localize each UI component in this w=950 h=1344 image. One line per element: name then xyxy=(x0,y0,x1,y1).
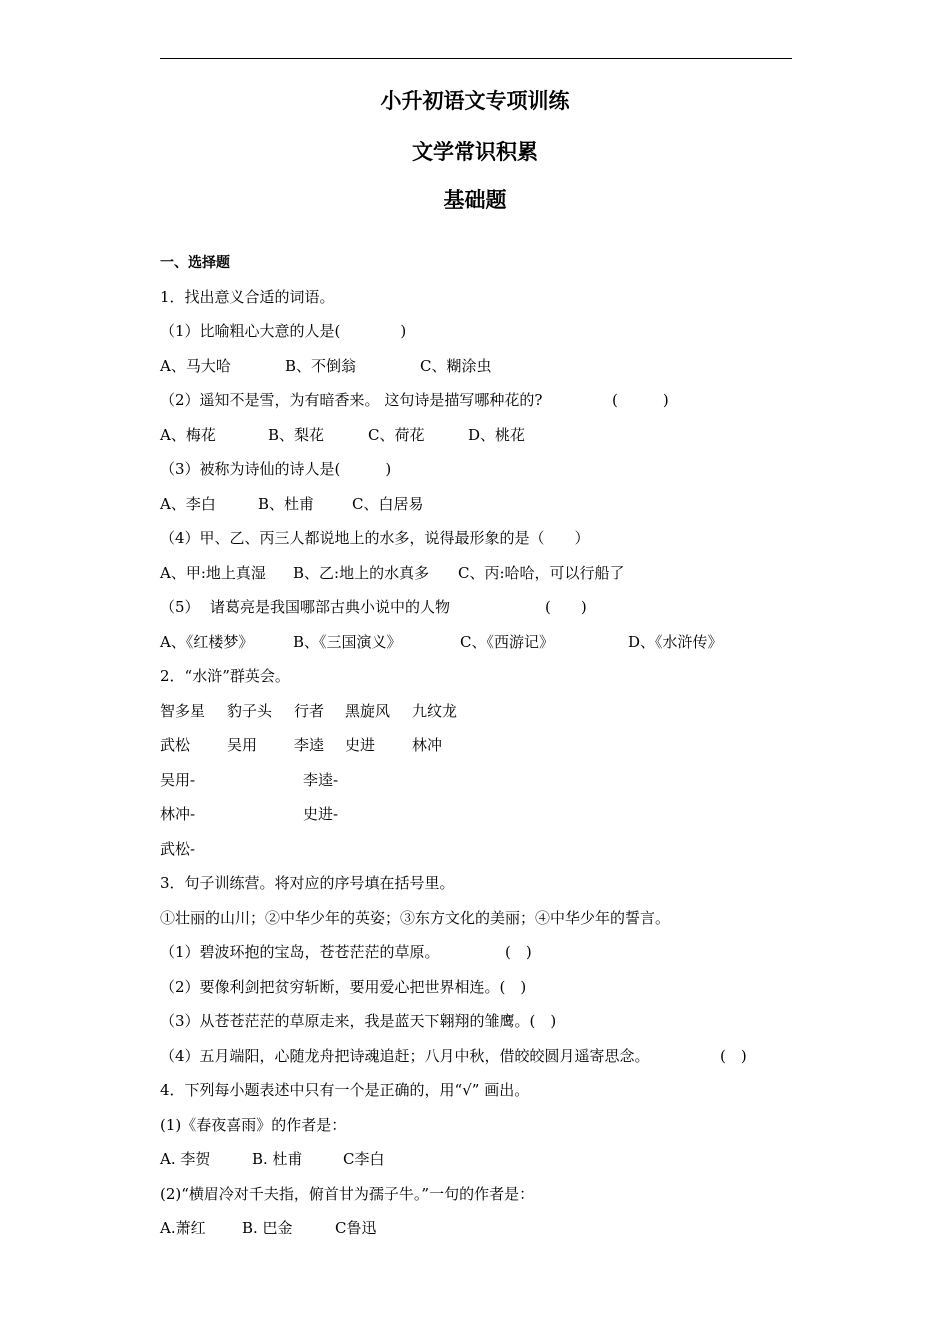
nickname: 黑旋风 xyxy=(345,702,391,720)
question-4-stem: 4．下列每小题表述中只有一个是正确的，用“√” 画出。 xyxy=(160,1081,530,1099)
hero-name: 吴用 xyxy=(227,736,258,754)
option-b: B. 巴金 xyxy=(242,1219,293,1237)
option-c: C鲁迅 xyxy=(335,1219,377,1237)
option-b: B、乙:地上的水真多 xyxy=(293,564,430,582)
nickname: 智多星 xyxy=(160,702,206,720)
option-c: C、白居易 xyxy=(352,495,424,513)
option-a: A、马大哈 xyxy=(160,357,231,375)
match-left: 武松- xyxy=(160,840,196,858)
option-a: A、《红楼梦》 xyxy=(160,633,254,651)
option-b: B、《三国演义》 xyxy=(293,633,402,651)
question-3-stem: 3．句子训练营。将对应的序号填在括号里。 xyxy=(160,874,455,892)
question-3-3-text: （3）从苍苍茫茫的草原走来，我是蓝天下翱翔的雏鹰。( ) xyxy=(160,1012,557,1030)
question-1-stem: 1．找出意义合适的词语。 xyxy=(160,288,335,306)
option-b: B. 杜甫 xyxy=(252,1150,303,1168)
question-2-stem: 2．“水浒”群英会。 xyxy=(160,667,290,685)
option-a: A. 李贺 xyxy=(160,1150,211,1168)
nickname: 行者 xyxy=(294,702,325,720)
hero-name: 武松 xyxy=(160,736,191,754)
nickname: 九纹龙 xyxy=(412,702,458,720)
question-3-2-text: （2）要像利剑把贫穷斩断，要用爱心把世界相连。( ) xyxy=(160,978,527,996)
question-1-4-text: （4）甲、乙、丙三人都说地上的水多，说得最形象的是（ ） xyxy=(160,529,590,547)
hero-name: 林冲 xyxy=(412,736,443,754)
document-title: 小升初语文专项训练 xyxy=(380,89,570,113)
option-c: C、糊涂虫 xyxy=(420,357,492,375)
answer-paren: ( ) xyxy=(545,598,587,616)
option-c: C、《西游记》 xyxy=(460,633,554,651)
question-1-2-text: （2）遥知不是雪，为有暗香来。 这句诗是描写哪种花的? xyxy=(160,391,543,409)
option-a: A、甲:地上真湿 xyxy=(160,564,266,582)
hero-name: 史进 xyxy=(345,736,376,754)
option-d: D、《水浒传》 xyxy=(628,633,723,651)
question-3-4-text: （4）五月端阳，心随龙舟把诗魂追赶；八月中秋，借皎皎圆月遥寄思念。 xyxy=(160,1047,650,1065)
match-left: 林冲- xyxy=(160,805,196,823)
question-1-5-text: 诸葛亮是我国哪部古典小说中的人物 xyxy=(210,598,451,616)
option-a: A、梅花 xyxy=(160,426,216,444)
option-d: D、桃花 xyxy=(468,426,526,444)
answer-paren: ( ) xyxy=(612,391,669,409)
match-right: 史进- xyxy=(303,805,339,823)
header-rule xyxy=(160,58,792,59)
question-4-1-text: (1)《春夜喜雨》的作者是： xyxy=(160,1116,347,1134)
match-right: 李逵- xyxy=(303,771,339,789)
question-1-1-text: （1）比喻粗心大意的人是( ) xyxy=(160,322,407,340)
question-4-2-text: (2)“横眉冷对千夫指，俯首甘为孺子牛。”一句的作者是： xyxy=(160,1185,535,1203)
section-heading: 一、选择题 xyxy=(160,255,230,271)
option-c: C李白 xyxy=(343,1150,385,1168)
nickname: 豹子头 xyxy=(227,702,273,720)
question-3-1-text: （1）碧波环抱的宝岛，苍苍茫茫的草原。 xyxy=(160,943,440,961)
question-1-5-label: （5） xyxy=(160,598,200,616)
match-left: 吴用- xyxy=(160,771,196,789)
option-b: B、梨花 xyxy=(268,426,325,444)
option-a: A、李白 xyxy=(160,495,216,513)
answer-paren: ( ) xyxy=(720,1047,747,1065)
option-a: A.萧红 xyxy=(160,1219,206,1237)
option-b: B、不倒翁 xyxy=(285,357,357,375)
option-c: C、丙:哈哈，可以行船了 xyxy=(458,564,625,582)
question-3-choices: ①壮丽的山川；②中华少年的英姿；③东方文化的美丽；④中华少年的誓言。 xyxy=(160,909,671,927)
document-subtitle: 文学常识积累 xyxy=(412,140,538,164)
difficulty-level: 基础题 xyxy=(443,188,507,212)
option-b: B、杜甫 xyxy=(258,495,315,513)
option-c: C、荷花 xyxy=(368,426,425,444)
question-1-3-text: （3）被称为诗仙的诗人是( ) xyxy=(160,460,392,478)
answer-paren: ( ) xyxy=(505,943,532,961)
hero-name: 李逵 xyxy=(294,736,325,754)
